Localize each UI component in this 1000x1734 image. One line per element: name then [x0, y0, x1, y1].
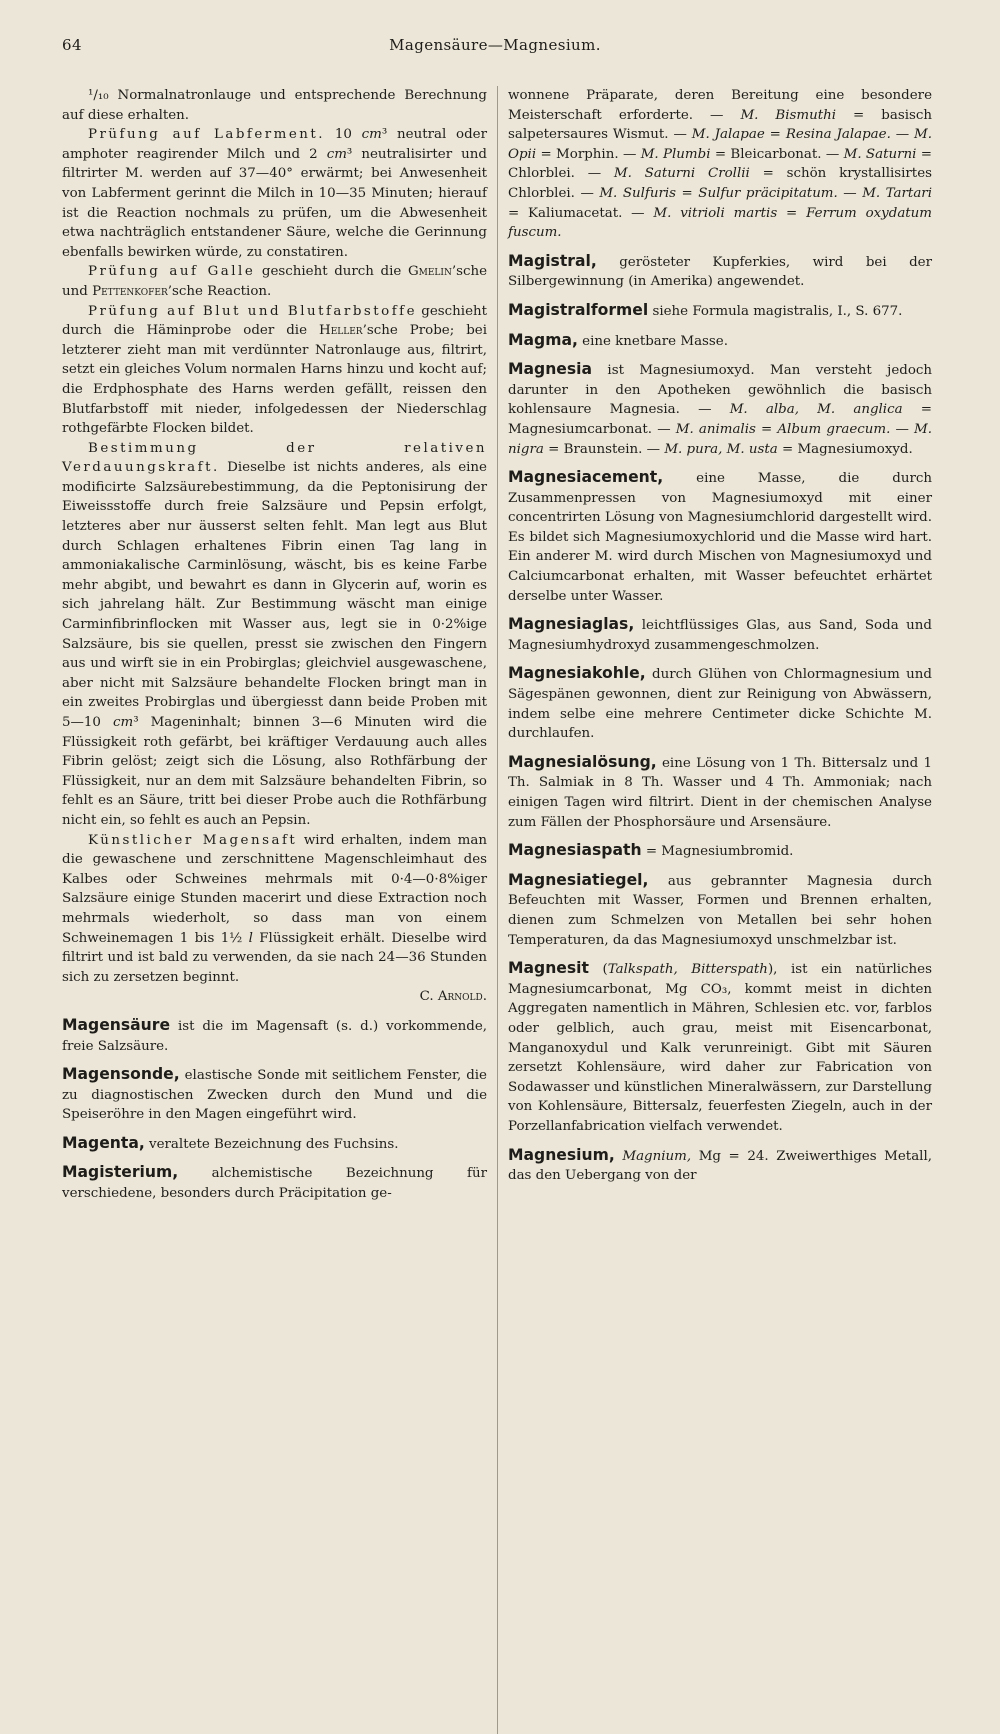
entry-headword: Magnesiakohle,	[508, 664, 646, 683]
text-run: (	[588, 962, 608, 978]
running-title: Magensäure—Magnesium.	[389, 36, 601, 54]
text-run: = Magnesiumcarbonat. —	[508, 402, 933, 437]
text-run: cm	[112, 715, 134, 730]
entry-headword: Magnesium,	[508, 1145, 615, 1164]
text-run: Gmelin	[407, 264, 452, 280]
text-run: =	[676, 185, 699, 201]
text-run: = Bleicarbonat. —	[710, 146, 844, 162]
dictionary-entry	[508, 252, 932, 292]
entry-headword: Magnesiaglas,	[508, 615, 635, 634]
paragraph	[62, 86, 487, 125]
text-run: aus gebrannter Magnesia durch Befeuchten mit Wasser, Formen und Brennen erhalten, dienen zum Schmelzen von Metallen bei sehr hohen Temperaturen, da das Magnesiumoxyd unschmelzbar ist.	[508, 873, 932, 948]
text-run: = Kaliumacetat. —	[508, 205, 654, 221]
page-header	[62, 36, 928, 60]
text-run: = Chlorblei. —	[508, 146, 932, 182]
text-run: =	[764, 127, 786, 143]
entry-headword: Magnesiacement,	[508, 468, 664, 487]
text-run: leichtflüssiges Glas, aus Sand, Soda und Magnesiumhydroxyd zusammengeschmolzen.	[508, 618, 932, 653]
paragraph	[62, 125, 487, 262]
entry-headword: Magnesia	[508, 360, 593, 379]
text-run: —	[890, 421, 915, 437]
text-run: —	[837, 185, 863, 201]
entry-headword: Magnesialösung,	[508, 752, 657, 771]
section-heading: Prüfung auf Labferment.	[88, 127, 326, 143]
entry-headword: Magnesiatiegel,	[508, 870, 649, 889]
text-run: durch Glühen von Chlormagnesium und Sägespänen gewonnen, dient zur Reinigung von Abwässern, indem selbe eine mehrere Centimeter dicke Schichte M. durchlaufen.	[508, 667, 932, 742]
section-heading: Prüfung auf Galle	[88, 264, 256, 280]
entry-headword: Magistral,	[508, 251, 597, 270]
text-run: = basisch salpetersaures Wismut. —	[508, 107, 932, 143]
page-number: 64	[62, 36, 82, 54]
text-run: M. animalis	[675, 421, 756, 437]
text-run: ’sche Reaction.	[167, 283, 272, 299]
section-heading: Prüfung auf Blut und Blutfarbstoffe	[88, 303, 418, 319]
paragraph	[508, 86, 932, 243]
dictionary-entry	[508, 841, 932, 862]
text-run: ist die im Magensaft (s. d.) vorkommende, freie Salzsäure.	[62, 1018, 487, 1054]
text-run: M. Jalapae	[691, 127, 765, 143]
text-run: gerösteter Kupferkies, wird bei der Silbergewinnung (in Amerika) angewendet.	[508, 254, 932, 290]
text-run: ³ neutralisirter und filtrirter M. werden auf 37—40° erwärmt; bei Anwesenheit von Labferment gerinnt die Milch in 10—35 Minuten; hierauf ist die Reaction nochmals zu prüfen, um die Abwesenheit etwa nachträglich entstandener Säure, welche die Gerinnung ebenfalls bewirken würde, zu constatiren.	[62, 146, 488, 260]
text-run: Heller	[319, 323, 363, 339]
text-run: elastische Sonde mit seitlichem Fenster, die zu diagnostischen Zwecken durch den Mund und die Speiseröhre in den Magen eingeführt wird.	[62, 1068, 487, 1123]
entry-headword: Magnesiaspath	[508, 841, 642, 860]
text-run: geschieht durch die	[255, 264, 408, 280]
entry-headword: Magma,	[508, 330, 578, 349]
paragraph	[62, 302, 487, 439]
text-run: M. Plumbi	[640, 146, 711, 162]
text-run: M. Bismuthi	[740, 107, 837, 123]
text-run: eine Masse, die durch Zusammenpressen von Magnesiumoxyd mit einer concentrirten Lösung von Magnesiumchlorid dargestellt wird. Es bildet sich Magnesiumoxychlorid und die Masse wird hart. Ein anderer M. wird durch Mischen von Magnesiumoxyd und Calciumcarbonat erhalten, mit Wasser befeuchtet erhärtet derselbe unter Wasser.	[508, 471, 932, 604]
paragraph	[62, 439, 487, 831]
text-run: wird erhalten, indem man die gewaschene und zerschnittene Magenschleimhaut des Kalbes oder Schweines mehrmals mit 0·4—0·8%iger Salzsäure einige Stunden macerirt und diese Extraction noch mehrmals wiederholt, so dass man von einem Schweinemagen 1 bis 1½	[62, 832, 487, 946]
text-run: ’sche Probe; bei letzterer zieht man mit verdünnter Natronlauge aus, filtrirt, setzt ein gleiches Volum normalen Harns hinzu und kocht auf; die Erdphosphate des Harns werden gefällt, reissen den Blutfarbstoff mit nieder, infolgedessen der Niederschlag rothgefärbte Flocken bildet.	[62, 323, 487, 437]
text-run: Dieselbe ist nichts anderes, als eine modificirte Salzsäurebestimmung, da die Peptonisirung der Eiweissstoffe durch freie Salzsäure und Pepsin erfolgt, letzteres aber nur äusserst selten fehlt. Man legt aus Blut durch Schlagen erhaltenes Fibrin einen Tag lang in ammoniakalische Carminlösung, wäscht, bis es keine Farbe mehr abgibt, und bewahrt es dann in Glycerin auf, worin es sich jahrelang hält. Zur Bestimmung wäscht man einige Carminfibrinflocken mit Wasser aus, legt sie in 0·2%ige Salzsäure, bis sie quellen, presst sie zwischen den Fingern aus und wirft sie in ein Probirglas; gleichviel ausgewaschene, aber nicht mit Salzsäure behandelte Flocken bringt man in ein zweites Probirglas und übergiesst dann beide Proben mit 5—10	[62, 460, 487, 730]
text-run: ³ neutral oder amphoter reagirender Milch und 2	[62, 127, 487, 162]
paragraph	[62, 831, 487, 988]
dictionary-entry	[508, 360, 932, 459]
text-run: eine knetbare Masse.	[577, 333, 728, 349]
text-run: l	[248, 930, 253, 946]
paragraph	[62, 262, 487, 301]
text-run: cm	[326, 146, 347, 162]
text-run: M. Tartari	[862, 185, 932, 201]
text-run: geschieht durch die Häminprobe oder die	[62, 303, 488, 339]
text-run: Sulfur präcipitatum.	[698, 185, 838, 201]
dictionary-entry	[508, 753, 932, 832]
entry-headword: Magensäure	[62, 1015, 171, 1034]
text-run: ), ist ein natürliches Magnesiumcarbonat, Mg CO₃, kommt meist in dichten Aggregaten namentlich in Mähren, Schlesien etc. vor, farblos oder gelblich, auch grau, meist mit Eisencarbonat, Manganoxydul und Kalk verunreinigt. Gibt mit Säuren zersetzt Kohlensäure, wird daher zur Fabrication von Sodawasser und künstlichen Mineralwässern, zur Darstellung von Kohlensäure, Bittersalz, feuerfesten Ziegeln, auch in der Porzellanfabrication vielfach verwendet.	[508, 962, 932, 1134]
dictionary-entry	[508, 615, 932, 655]
text-run: M. nigra	[508, 421, 932, 457]
text-run: = Morphin. —	[536, 146, 641, 162]
dictionary-entry	[508, 1146, 932, 1186]
text-run: =	[777, 205, 807, 221]
text-run: = Braunstein. —	[543, 441, 665, 457]
text-run: M. pura, M. usta	[664, 441, 778, 457]
text-run: M. Opii	[508, 127, 933, 162]
text-run: Mg = 24. Zweiwerthiges Metall, das den Uebergang von der	[508, 1148, 932, 1184]
text-run: 10	[325, 127, 362, 143]
dictionary-entry	[508, 331, 932, 352]
dictionary-entry	[62, 1016, 487, 1056]
text-run: veraltete Bezeichnung des Fuchsins.	[144, 1136, 399, 1152]
text-run: wonnene Präparate, deren Bereitung eine besondere Meisterschaft erforderte. —	[508, 88, 932, 123]
text-run: M. Saturni Crollii	[613, 166, 750, 182]
text-run: = Magnesiumoxyd.	[777, 441, 913, 457]
text-run: Resina Jalapae.	[785, 127, 891, 143]
text-run: = Magnesiumbromid.	[641, 844, 794, 860]
dictionary-entry	[62, 1065, 487, 1125]
text-run: Pettenkofer	[92, 283, 168, 299]
entry-headword: Magnesit	[508, 959, 589, 978]
text-run: =	[755, 421, 778, 437]
author-signature: C. Arnold.	[419, 989, 487, 1005]
text-run: ³ Mageninhalt; binnen 3—6 Minuten wird die Flüssigkeit roth gefärbt, bei kräftiger Verdauung auch alles Fibrin gelöst; zeigt sich die Lösung, also Rothfärbung der Flüssigkeit, nur an dem mit Salzsäure behandelten Fibrin, so fehlt es an Säure, tritt bei dieser Probe auch die Rothfärbung nicht ein, so fehlt es auch an Pepsin.	[62, 715, 487, 828]
text-run: ¹/₁₀ Normalnatronlauge und entsprechende Berechnung auf diese erhalten.	[62, 88, 487, 123]
entry-headword: Magenta,	[62, 1133, 145, 1152]
text-run: M. vitrioli martis	[653, 205, 778, 221]
entry-headword: Magistralformel	[508, 300, 649, 319]
text-run: siehe Formula magistralis, I., S. 677.	[648, 303, 903, 319]
text-run: Magnium,	[622, 1148, 692, 1164]
section-heading: Bestimmung der relativen Verdauungskraft.	[62, 440, 487, 476]
column-divider	[497, 86, 498, 1734]
text-run: Album graecum.	[777, 421, 891, 437]
text-run: —	[890, 127, 915, 143]
text-run: Ferrum oxydatum fuscum.	[508, 205, 933, 241]
text-run: M. Sulfuris	[599, 185, 677, 201]
text-run: ’sche und	[62, 264, 488, 299]
dictionary-entry	[508, 468, 932, 606]
text-run: Talkspath, Bitterspath	[607, 962, 768, 978]
text-run: eine Lösung von 1 Th. Bittersalz und 1 Th. Salmiak in 8 Th. Wasser und 4 Th. Ammoniak; nach einigen Tagen wird filtrirt. Dient in der chemischen Analyse zum Fällen der Phosphorsäure und Arsensäure.	[508, 755, 932, 830]
dictionary-entry	[62, 1163, 487, 1203]
text-run: Flüssigkeit erhält. Dieselbe wird filtrirt und ist bald zu verwenden, da sie nach 24—36 Stunden sich zu zersetzen beginnt.	[62, 930, 487, 985]
dictionary-entry	[508, 664, 932, 743]
left-column	[62, 86, 487, 1204]
entry-headword: Magisterium,	[62, 1163, 179, 1182]
dictionary-entry	[508, 959, 932, 1136]
dictionary-entry	[62, 1134, 487, 1155]
dictionary-entry	[508, 871, 932, 950]
text-run: ist Magnesiumoxyd. Man versteht jedoch darunter in den Apotheken gewöhnlich die basisch kohlensaure Magnesia. —	[508, 363, 932, 418]
text-run: M. alba, M. anglica	[729, 402, 903, 418]
entry-headword: Magensonde,	[62, 1065, 180, 1084]
text-run: cm	[361, 127, 382, 143]
right-column	[508, 86, 932, 1186]
dictionary-entry	[508, 301, 932, 322]
text-run: M. Saturni	[843, 146, 917, 162]
text-run: alchemistische Bezeichnung für verschiedene, besonders durch Präcipitation ge-	[62, 1166, 487, 1202]
text-run: = schön krystallisirtes Chlorblei. —	[508, 166, 932, 201]
section-heading: Künstlicher Magensaft	[88, 832, 298, 848]
